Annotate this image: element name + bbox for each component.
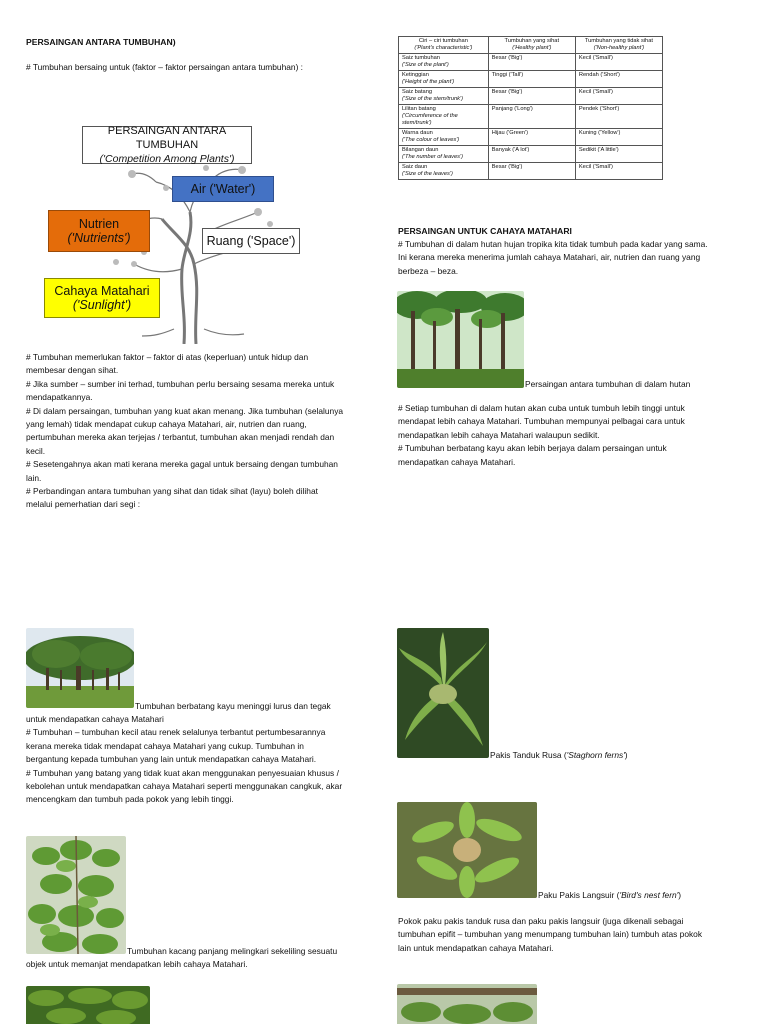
text-line: bergantung kepada tumbuhan yang lain untuk mendapatkan cahaya Matahari. [26, 754, 317, 765]
table-row [399, 105, 663, 129]
sunlight-label-en: ('Sunlight') [72, 298, 132, 312]
table-header: Ciri – ciri tumbuhan ('Plant's characteristic') [399, 37, 489, 54]
table-cell: Besar ('Big') [488, 88, 575, 105]
text-line: Ini kerana mereka menerima jumlah cahaya Matahari, air, nutrien dan ruang yang [398, 252, 701, 263]
text-line: # Setiap tumbuhan di dalam hutan akan cuba untuk tumbuh lebih tinggi untuk [398, 403, 685, 413]
text-line: pertumbuhan mereka akan terjejas / terbantut, tumbuhan akan menjadi rendah dan [26, 432, 335, 443]
text-line: # Tumbuhan berbatang kayu akan lebih berjaya dalam persaingan untuk [398, 443, 667, 454]
birds-nest-caption: Paku Pakis Langsuir ('Bird's nest fern') [538, 890, 682, 900]
section-heading: PERSAINGAN ANTARA TUMBUHAN) [26, 37, 176, 47]
text-line: kerana mereka tidak mendapat cahaya Matahari yang cukup. Tumbuhan in [26, 740, 304, 751]
table-cell: Besar ('Big') [488, 163, 575, 180]
table-cell: Kecil ('Small') [575, 88, 662, 105]
sunlight-box [44, 278, 160, 318]
left-paragraph-1 [26, 351, 371, 512]
table-cell: Ketinggian ('Height of the plant') [399, 71, 489, 88]
right-paragraph-1 [398, 238, 743, 278]
text-line: # Perbandingan antara tumbuhan yang sihat dan tidak sihat (layu) boleh dilihat [26, 486, 318, 497]
plant-health-table [398, 36, 663, 180]
right-paragraph-3 [398, 915, 743, 955]
table-cell: Rendah ('Short') [575, 71, 662, 88]
nutrient-box [48, 210, 150, 252]
table-row [399, 129, 663, 146]
forest-photo [397, 291, 524, 388]
text-line: melalui pemerhatian dari segi : [26, 499, 141, 510]
diagram-title-box [82, 126, 252, 164]
text-line: # Jika sumber – sumber ini terhad, tumbuhan perlu bersaing sesama mereka untuk [26, 378, 335, 389]
text-line: mencengkam dan tumbuh pada pokok yang lebih tinggi. [26, 794, 234, 805]
table-cell: Lilitan batang ('Circumference of the stem/trunk') [399, 105, 489, 129]
text-line: yang lemah) tidak mendapat cukup cahaya Matahari, air, nutrien dan ruang, [26, 419, 307, 430]
left-paragraph-2 [26, 713, 371, 807]
text-line: # Tumbuhan – tumbuhan kecil atau renek selalunya terbantut pertumbesarannya [26, 727, 326, 738]
table-row [399, 146, 663, 163]
table-header: Tumbuhan yang tidak sihat ('Non-healthy plant') [575, 37, 662, 54]
text-line: mendapatkan cahaya Matahari. [398, 456, 516, 467]
text-line: kebolehan untuk mendapatkan cahaya Matahari seperti menggunakan cangkuk, akar [26, 781, 343, 792]
table-cell: Saiz daun ('Size of the leaves') [399, 163, 489, 180]
table-cell: Panjang ('Long') [488, 105, 575, 129]
table-cell: Kecil ('Small') [575, 163, 662, 180]
table-cell: Tinggi ('Tall') [488, 71, 575, 88]
table-cell: Saiz tumbuhan ('Size of the plant') [399, 54, 489, 71]
table-cell: Kecil ('Small') [575, 54, 662, 71]
table-cell: Sedikit ('A little') [575, 146, 662, 163]
sunlight-label: Cahaya Matahari [54, 284, 150, 298]
long-bean-photo [26, 836, 126, 954]
table-row [399, 54, 663, 71]
diagram-title: PERSAINGAN ANTARA TUMBUHAN [107, 125, 227, 151]
banyan-tree-photo [26, 628, 134, 708]
diagram-subtitle: ('Competition Among Plants') [99, 153, 235, 165]
water-label: Air ('Water') [190, 182, 256, 196]
bean-caption-2: objek untuk memanjat mendapatkan lebih cahaya Matahari. [26, 959, 248, 969]
table-cell: Banyak ('A lot') [488, 146, 575, 163]
staghorn-fern-photo [397, 628, 489, 758]
text-line: # Tumbuhan memerlukan faktor – faktor di atas (keperluan) untuk hidup dan [26, 352, 309, 362]
text-line: lain. [26, 472, 42, 483]
nutrient-label-en: ('Nutrients') [67, 231, 131, 245]
text-line: tumbuhan epifit – tumbuhan yang menumpang tumbuhan lain) tumbuh atas pokok [398, 929, 703, 940]
table-cell: Pendek ('Short') [575, 105, 662, 129]
water-box [172, 176, 274, 202]
table-header: Tumbuhan yang sihat ('Healthy plant') [488, 37, 575, 54]
text-line: mendapatkan lebih cahaya Matahari walaupun sedikit. [398, 429, 600, 440]
right-paragraph-2 [398, 402, 743, 469]
table-row [399, 163, 663, 180]
text-line: # Sesetengahnya akan mati kerana mereka gagal untuk bersaing dengan tumbuhan [26, 459, 338, 470]
intro-text: # Tumbuhan bersaing untuk (faktor – faktor persaingan antara tumbuhan) : [26, 62, 304, 72]
table-header-row [399, 37, 663, 54]
text-line: mendapat lebih cahaya Matahari. Tumbuhan mempunyai pelbagai cara untuk [398, 416, 685, 427]
forest-caption: Persaingan antara tumbuhan di dalam hutan [525, 379, 691, 389]
text-line: membesar dengan sihat. [26, 365, 119, 376]
text-line: berbeza – beza. [398, 265, 459, 276]
table-cell: Besar ('Big') [488, 54, 575, 71]
space-box [202, 228, 300, 254]
text-line: mendapatkannya. [26, 392, 93, 403]
table-row [399, 71, 663, 88]
table-cell: Kuning ('Yellow') [575, 129, 662, 146]
nutrient-label: Nutrien [78, 217, 120, 231]
space-label: Ruang ('Space') [206, 234, 296, 248]
text-line: kecil. [26, 445, 46, 456]
text-line: # Tumbuhan di dalam hutan hujan tropika kita tidak tumbuh pada kadar yang sama. [398, 239, 708, 249]
text-line: untuk mendapatkan cahaya Matahari [26, 714, 164, 724]
text-line: Pokok paku pakis tanduk rusa dan paku pakis langsuir (juga dikenali sebagai [398, 916, 684, 926]
text-line: # Tumbuhan yang batang yang tidak kuat akan menggunakan penyesuaian khusus / [26, 767, 339, 778]
table-cell: Bilangan daun ('The number of leaves') [399, 146, 489, 163]
staghorn-caption: Pakis Tanduk Rusa ('Staghorn ferns') [490, 750, 628, 760]
sunlight-heading: PERSAINGAN UNTUK CAHAYA MATAHARI [398, 226, 572, 236]
bean-caption: Tumbuhan kacang panjang melingkari sekeliling sesuatu [127, 946, 338, 956]
competition-diagram [44, 124, 304, 344]
text-line: lain untuk mendapatkan cahaya Matahari. [398, 942, 554, 953]
table-cell: Warna daun ('The colour of leaves') [399, 129, 489, 146]
tree-caption: Tumbuhan berbatang kayu meninggi lurus dan tegak [135, 701, 331, 711]
table-cell: Saiz batang ('Size of the stem/trunk') [399, 88, 489, 105]
table-row [399, 88, 663, 105]
plant-photo-partial [26, 986, 150, 1024]
epiphyte-photo-partial [397, 984, 537, 1024]
table-cell: Hijau ('Green') [488, 129, 575, 146]
birds-nest-fern-photo [397, 802, 537, 898]
text-line: # Di dalam persaingan, tumbuhan yang kuat akan menang. Jika tumbuhan (selalunya [26, 405, 344, 416]
